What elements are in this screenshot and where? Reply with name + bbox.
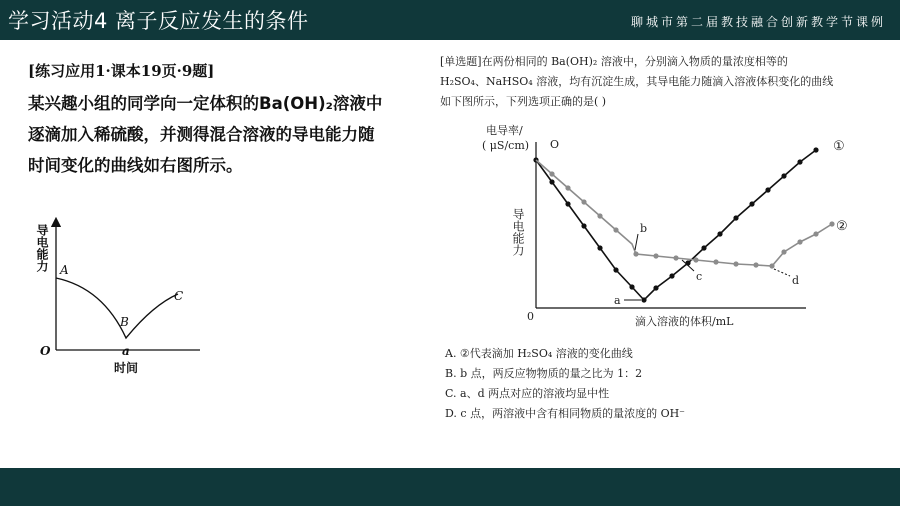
header-subtitle: 聊城市第二届教技融合创新教学节课例 xyxy=(630,15,886,29)
small-origin: O xyxy=(40,344,51,358)
small-tick-a: a xyxy=(122,344,130,358)
big-conductivity-graph xyxy=(482,112,870,337)
footer-bar xyxy=(0,468,900,506)
label-a: a xyxy=(614,294,621,307)
option-d[interactable]: D. c 点，两溶液中含有相同物质的量浓度的 OH⁻ xyxy=(445,407,685,420)
page-title: 学习活动4 离子反应发生的条件 xyxy=(8,9,309,33)
exercise-line: 时间变化的曲线如右图所示。 xyxy=(28,156,243,175)
question-text xyxy=(440,52,880,112)
question-line: [单选题]在两份相同的 Ba(OH)₂ 溶液中，分别滴入物质的量浓度相等的 xyxy=(440,55,788,68)
big-origin: 0 xyxy=(527,310,534,323)
question-line: H₂SO₄、NaHSO₄ 溶液，均有沉淀生成，其导电能力随滴入溶液体积变化的曲线 xyxy=(440,75,834,88)
small-point-B: B xyxy=(120,315,129,329)
small-xlabel: 时间 xyxy=(114,361,139,375)
curve-1-markers xyxy=(533,147,818,302)
question-line: 如下图所示，下列选项正确的是( ) xyxy=(440,95,607,108)
big-ylabel-vertical: 导电能力 xyxy=(511,208,525,256)
header-bar xyxy=(0,0,900,40)
leader-b xyxy=(635,234,638,250)
answer-options xyxy=(445,344,685,424)
curve-2-markers xyxy=(549,171,834,268)
leader-d xyxy=(774,269,790,276)
label-d: d xyxy=(792,274,800,287)
curve-1-line xyxy=(536,150,816,300)
option-a[interactable]: A. ②代表滴加 H₂SO₄ 溶液的变化曲线 xyxy=(445,347,633,360)
small-point-C: C xyxy=(174,289,184,303)
big-xlabel: 滴入溶液的体积/mL xyxy=(635,315,734,328)
curve-2-line xyxy=(536,160,832,266)
small-conductivity-graph xyxy=(28,210,208,385)
small-ylabel: 导电能力 xyxy=(35,224,49,272)
curve-1-label: ① xyxy=(833,139,845,154)
small-curve xyxy=(56,278,178,338)
big-ylabel-unit: ( μS/cm) xyxy=(482,139,530,152)
exercise-line: 某兴趣小组的同学向一定体积的Ba(OH)₂溶液中 xyxy=(28,94,383,113)
option-c[interactable]: C. a、d 两点对应的溶液均显中性 xyxy=(445,387,610,400)
exercise-line: 逐滴加入稀硫酸，并测得混合溶液的导电能力随 xyxy=(28,125,375,144)
curve-2-label: ② xyxy=(836,219,848,234)
small-point-A: A xyxy=(60,263,69,277)
exercise-reference: [练习应用1·课本19页·9题] xyxy=(28,62,215,80)
big-ylabel-top: 电导率/ xyxy=(486,124,523,137)
exercise-text xyxy=(28,88,408,181)
label-c: c xyxy=(696,270,703,283)
big-point-O: O xyxy=(550,138,560,151)
label-b: b xyxy=(640,222,648,235)
option-b[interactable]: B. b 点，两反应物物质的量之比为 1：2 xyxy=(445,367,643,380)
